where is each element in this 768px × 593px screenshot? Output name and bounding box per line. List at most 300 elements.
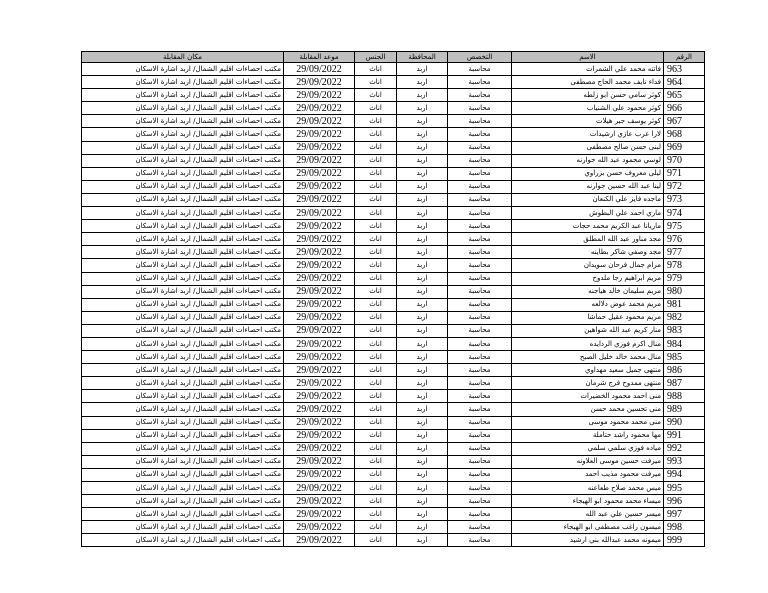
cell-date: 29/09/2022 [284, 364, 355, 377]
cell-specialty: محاسبة [448, 154, 512, 167]
cell-specialty: محاسبة [448, 207, 512, 220]
cell-name: مياده فوزي سلمي سلمي [512, 442, 664, 455]
cell-number: 989 [664, 403, 705, 416]
cell-name: فداء نايف محمد الحاج مصطفى [512, 76, 664, 89]
cell-number: 982 [664, 311, 705, 324]
table-row [82, 102, 705, 115]
cell-governorate: اربد [397, 403, 448, 416]
cell-gender: اناث [355, 521, 397, 534]
cell-governorate: اربد [397, 220, 448, 233]
cell-specialty: محاسبة [448, 521, 512, 534]
cell-specialty: محاسبة [448, 167, 512, 180]
table-row [82, 351, 705, 364]
cell-place: مكتب احصاءات اقليم الشمال/ اربد اشارة الاسكان [82, 311, 284, 324]
cell-gender: اناث [355, 442, 397, 455]
cell-date: 29/09/2022 [284, 534, 355, 547]
cell-place: مكتب احصاءات اقليم الشمال/ اربد اشارة الاسكان [82, 89, 284, 102]
cell-date: 29/09/2022 [284, 324, 355, 337]
cell-place: مكتب احصاءات اقليم الشمال/ اربد اشارة الاسكان [82, 154, 284, 167]
cell-specialty: محاسبة [448, 259, 512, 272]
cell-number: 967 [664, 115, 705, 128]
cell-place: مكتب احصاءات اقليم الشمال/ اربد اشارة الاسكان [82, 390, 284, 403]
table-row [82, 482, 705, 495]
table-row [82, 246, 705, 259]
cell-date: 29/09/2022 [284, 311, 355, 324]
candidates-sheet [81, 51, 704, 547]
cell-specialty: محاسبة [448, 508, 512, 521]
cell-governorate: اربد [397, 193, 448, 206]
cell-name: منال اكرم فوزي الردايده [512, 337, 664, 350]
cell-specialty: محاسبة [448, 180, 512, 193]
cell-number: 994 [664, 468, 705, 481]
cell-specialty: محاسبة [448, 429, 512, 442]
header-date: موعد المقابلة [284, 52, 355, 63]
cell-specialty: محاسبة [448, 377, 512, 390]
cell-specialty: محاسبة [448, 102, 512, 115]
cell-date: 29/09/2022 [284, 207, 355, 220]
cell-gender: اناث [355, 272, 397, 285]
table-row [82, 115, 705, 128]
table-row [82, 403, 705, 416]
cell-name: ليلى معروف حسن بزراوي [512, 167, 664, 180]
cell-specialty: محاسبة [448, 403, 512, 416]
cell-number: 997 [664, 508, 705, 521]
cell-governorate: اربد [397, 298, 448, 311]
cell-name: كوثر محمود علي الشنياب [512, 102, 664, 115]
cell-gender: اناث [355, 180, 397, 193]
cell-date: 29/09/2022 [284, 285, 355, 298]
cell-date: 29/09/2022 [284, 154, 355, 167]
cell-specialty: محاسبة [448, 272, 512, 285]
cell-place: مكتب احصاءات اقليم الشمال/ اربد اشارة الاسكان [82, 534, 284, 547]
cell-place: مكتب احصاءات اقليم الشمال/ اربد اشارة الاسكان [82, 141, 284, 154]
table-row [82, 89, 705, 102]
table-row [82, 220, 705, 233]
cell-date: 29/09/2022 [284, 377, 355, 390]
cell-name: ميس محمد صلاح طعاعنه [512, 482, 664, 495]
cell-name: كوثر يوسف جبر هيلات [512, 115, 664, 128]
table-row [82, 455, 705, 468]
cell-governorate: اربد [397, 495, 448, 508]
table-row [82, 193, 705, 206]
cell-place: مكتب احصاءات اقليم الشمال/ اربد اشارة الاسكان [82, 429, 284, 442]
cell-number: 966 [664, 102, 705, 115]
cell-number: 970 [664, 154, 705, 167]
table-row [82, 377, 705, 390]
cell-name: منى محمد محمود موسى [512, 416, 664, 429]
cell-name: مها محمود راشد حتاملة [512, 429, 664, 442]
cell-gender: اناث [355, 403, 397, 416]
table-row [82, 442, 705, 455]
cell-specialty: محاسبة [448, 482, 512, 495]
cell-governorate: اربد [397, 128, 448, 141]
table-row [82, 508, 705, 521]
cell-place: مكتب احصاءات اقليم الشمال/ اربد اشارة الاسكان [82, 207, 284, 220]
table-row [82, 285, 705, 298]
cell-name: ميرفت حسين موسى العلاونه [512, 455, 664, 468]
cell-date: 29/09/2022 [284, 63, 355, 76]
cell-gender: اناث [355, 495, 397, 508]
cell-number: 988 [664, 390, 705, 403]
cell-place: مكتب احصاءات اقليم الشمال/ اربد اشارة الاسكان [82, 193, 284, 206]
header-number: الرقم [664, 52, 705, 63]
cell-place: مكتب احصاءات اقليم الشمال/ اربد اشارة الاسكان [82, 233, 284, 246]
cell-date: 29/09/2022 [284, 521, 355, 534]
cell-governorate: اربد [397, 167, 448, 180]
cell-place: مكتب احصاءات اقليم الشمال/ اربد اشارة الاسكان [82, 495, 284, 508]
cell-governorate: اربد [397, 390, 448, 403]
cell-name: مريم ابراهيم رجا ملدوح [512, 272, 664, 285]
cell-date: 29/09/2022 [284, 298, 355, 311]
table-row [82, 63, 705, 76]
cell-number: 995 [664, 482, 705, 495]
cell-gender: اناث [355, 102, 397, 115]
cell-gender: اناث [355, 455, 397, 468]
cell-specialty: محاسبة [448, 285, 512, 298]
cell-date: 29/09/2022 [284, 416, 355, 429]
cell-gender: اناث [355, 324, 397, 337]
cell-specialty: محاسبة [448, 468, 512, 481]
cell-specialty: محاسبة [448, 246, 512, 259]
cell-number: 996 [664, 495, 705, 508]
cell-number: 974 [664, 207, 705, 220]
cell-date: 29/09/2022 [284, 482, 355, 495]
cell-specialty: محاسبة [448, 364, 512, 377]
cell-number: 984 [664, 337, 705, 350]
cell-place: مكتب احصاءات اقليم الشمال/ اربد اشارة الاسكان [82, 298, 284, 311]
cell-place: مكتب احصاءات اقليم الشمال/ اربد اشارة الاسكان [82, 285, 284, 298]
cell-specialty: محاسبة [448, 233, 512, 246]
cell-governorate: اربد [397, 180, 448, 193]
table-row [82, 180, 705, 193]
table-row [82, 167, 705, 180]
cell-governorate: اربد [397, 63, 448, 76]
cell-name: منى احمد محمود الخضيرات [512, 390, 664, 403]
header-governorate: المحافظة [397, 52, 448, 63]
cell-gender: اناث [355, 377, 397, 390]
cell-governorate: اربد [397, 285, 448, 298]
cell-gender: اناث [355, 429, 397, 442]
cell-place: مكتب احصاءات اقليم الشمال/ اربد اشارة الاسكان [82, 351, 284, 364]
table-row [82, 76, 705, 89]
cell-date: 29/09/2022 [284, 468, 355, 481]
cell-governorate: اربد [397, 337, 448, 350]
cell-gender: اناث [355, 364, 397, 377]
cell-place: مكتب احصاءات اقليم الشمال/ اربد اشارة الاسكان [82, 377, 284, 390]
cell-specialty: محاسبة [448, 193, 512, 206]
table-row [82, 534, 705, 547]
cell-gender: اناث [355, 351, 397, 364]
cell-date: 29/09/2022 [284, 390, 355, 403]
cell-number: 969 [664, 141, 705, 154]
cell-name: ميمونه محمد عبدالله بني ارشيد [512, 534, 664, 547]
cell-date: 29/09/2022 [284, 220, 355, 233]
cell-specialty: محاسبة [448, 442, 512, 455]
cell-gender: اناث [355, 482, 397, 495]
cell-gender: اناث [355, 508, 397, 521]
table-row [82, 429, 705, 442]
cell-place: مكتب احصاءات اقليم الشمال/ اربد اشارة الاسكان [82, 337, 284, 350]
cell-number: 993 [664, 455, 705, 468]
cell-name: مجد وصفي شاكر بطاينه [512, 246, 664, 259]
cell-gender: اناث [355, 259, 397, 272]
cell-governorate: اربد [397, 76, 448, 89]
cell-place: مكتب احصاءات اقليم الشمال/ اربد اشارة الاسكان [82, 508, 284, 521]
cell-name: مجد مناور عبد الله المطلق [512, 233, 664, 246]
table-row [82, 272, 705, 285]
cell-governorate: اربد [397, 442, 448, 455]
cell-specialty: محاسبة [448, 128, 512, 141]
cell-governorate: اربد [397, 102, 448, 115]
table-row [82, 390, 705, 403]
table-row [82, 364, 705, 377]
cell-number: 987 [664, 377, 705, 390]
cell-governorate: اربد [397, 429, 448, 442]
cell-governorate: اربد [397, 364, 448, 377]
cell-number: 998 [664, 521, 705, 534]
table-body [82, 63, 705, 547]
cell-number: 990 [664, 416, 705, 429]
cell-place: مكتب احصاءات اقليم الشمال/ اربد اشارة الاسكان [82, 482, 284, 495]
table-row [82, 416, 705, 429]
cell-number: 979 [664, 272, 705, 285]
cell-number: 986 [664, 364, 705, 377]
cell-date: 29/09/2022 [284, 193, 355, 206]
cell-place: مكتب احصاءات اقليم الشمال/ اربد اشارة الاسكان [82, 180, 284, 193]
cell-specialty: محاسبة [448, 63, 512, 76]
cell-specialty: محاسبة [448, 416, 512, 429]
table-row [82, 233, 705, 246]
cell-specialty: محاسبة [448, 534, 512, 547]
cell-place: مكتب احصاءات اقليم الشمال/ اربد اشارة الاسكان [82, 324, 284, 337]
cell-date: 29/09/2022 [284, 272, 355, 285]
cell-place: مكتب احصاءات اقليم الشمال/ اربد اشارة الاسكان [82, 167, 284, 180]
table-row [82, 207, 705, 220]
cell-specialty: محاسبة [448, 455, 512, 468]
cell-specialty: محاسبة [448, 141, 512, 154]
cell-governorate: اربد [397, 324, 448, 337]
cell-specialty: محاسبة [448, 351, 512, 364]
cell-name: لينا عبد الله حسين جوارنه [512, 180, 664, 193]
cell-date: 29/09/2022 [284, 403, 355, 416]
cell-place: مكتب احصاءات اقليم الشمال/ اربد اشارة الاسكان [82, 76, 284, 89]
cell-specialty: محاسبة [448, 89, 512, 102]
cell-gender: اناث [355, 534, 397, 547]
cell-date: 29/09/2022 [284, 508, 355, 521]
cell-date: 29/09/2022 [284, 495, 355, 508]
cell-governorate: اربد [397, 416, 448, 429]
cell-gender: اناث [355, 89, 397, 102]
cell-governorate: اربد [397, 455, 448, 468]
cell-name: لارا عرب عازي ارشيدات [512, 128, 664, 141]
cell-specialty: محاسبة [448, 220, 512, 233]
cell-gender: اناث [355, 311, 397, 324]
cell-gender: اناث [355, 128, 397, 141]
header-name: الاسم [512, 52, 664, 63]
cell-governorate: اربد [397, 154, 448, 167]
cell-place: مكتب احصاءات اقليم الشمال/ اربد اشارة الاسكان [82, 468, 284, 481]
cell-number: 999 [664, 534, 705, 547]
cell-place: مكتب احصاءات اقليم الشمال/ اربد اشارة الاسكان [82, 259, 284, 272]
cell-governorate: اربد [397, 259, 448, 272]
cell-name: مريم محمد عوض دلالعه [512, 298, 664, 311]
cell-gender: اناث [355, 115, 397, 128]
cell-place: مكتب احصاءات اقليم الشمال/ اربد اشارة الاسكان [82, 128, 284, 141]
cell-number: 977 [664, 246, 705, 259]
cell-gender: اناث [355, 167, 397, 180]
cell-date: 29/09/2022 [284, 180, 355, 193]
cell-name: ميساء محمد محمود ابو الهيجاء [512, 495, 664, 508]
cell-place: مكتب احصاءات اقليم الشمال/ اربد اشارة الاسكان [82, 442, 284, 455]
cell-place: مكتب احصاءات اقليم الشمال/ اربد اشارة الاسكان [82, 115, 284, 128]
cell-date: 29/09/2022 [284, 233, 355, 246]
cell-governorate: اربد [397, 351, 448, 364]
cell-gender: اناث [355, 390, 397, 403]
cell-number: 972 [664, 180, 705, 193]
table-row [82, 154, 705, 167]
cell-date: 29/09/2022 [284, 128, 355, 141]
header-specialty: التخصص [448, 52, 512, 63]
cell-number: 976 [664, 233, 705, 246]
cell-place: مكتب احصاءات اقليم الشمال/ اربد اشارة الاسكان [82, 272, 284, 285]
header-place: مكان المقابلة [82, 52, 284, 63]
table-row [82, 521, 705, 534]
cell-gender: اناث [355, 207, 397, 220]
table-row [82, 259, 705, 272]
cell-number: 963 [664, 63, 705, 76]
cell-date: 29/09/2022 [284, 246, 355, 259]
cell-date: 29/09/2022 [284, 351, 355, 364]
cell-governorate: اربد [397, 207, 448, 220]
table-row [82, 298, 705, 311]
cell-number: 975 [664, 220, 705, 233]
cell-number: 973 [664, 193, 705, 206]
table-row [82, 141, 705, 154]
cell-place: مكتب احصاءات اقليم الشمال/ اربد اشارة الاسكان [82, 102, 284, 115]
table-row [82, 128, 705, 141]
cell-specialty: محاسبة [448, 76, 512, 89]
cell-name: مريم محمود عقيل حماشا [512, 311, 664, 324]
cell-date: 29/09/2022 [284, 141, 355, 154]
cell-date: 29/09/2022 [284, 76, 355, 89]
cell-number: 991 [664, 429, 705, 442]
cell-place: مكتب احصاءات اقليم الشمال/ اربد اشارة الاسكان [82, 403, 284, 416]
cell-name: ميسر حسين علي عبد الله [512, 508, 664, 521]
cell-governorate: اربد [397, 233, 448, 246]
cell-number: 965 [664, 89, 705, 102]
cell-name: مريم سليمان خالد هياجنه [512, 285, 664, 298]
cell-date: 29/09/2022 [284, 167, 355, 180]
table-row [82, 324, 705, 337]
cell-name: مرام جمال فرحان سويدان [512, 259, 664, 272]
cell-specialty: محاسبة [448, 390, 512, 403]
cell-name: منى تحسين محمد حسن [512, 403, 664, 416]
cell-date: 29/09/2022 [284, 337, 355, 350]
cell-name: منتهى ممدوح فرج شرمان [512, 377, 664, 390]
table-row [82, 468, 705, 481]
cell-number: 985 [664, 351, 705, 364]
cell-name: ميسون راغب مصطفى ابو الهيجاء [512, 521, 664, 534]
cell-name: منتهى جميل سعيد مهداوي [512, 364, 664, 377]
cell-governorate: اربد [397, 115, 448, 128]
cell-name: لوسي محمود عبد الله جوارنه [512, 154, 664, 167]
cell-governorate: اربد [397, 521, 448, 534]
cell-name: كوثر سامي حسن ابو زلطه [512, 89, 664, 102]
cell-number: 971 [664, 167, 705, 180]
cell-gender: اناث [355, 298, 397, 311]
cell-gender: اناث [355, 141, 397, 154]
table-row [82, 495, 705, 508]
cell-place: مكتب احصاءات اقليم الشمال/ اربد اشارة الاسكان [82, 246, 284, 259]
cell-specialty: محاسبة [448, 311, 512, 324]
cell-name: لبنى حسن صالح مصطفى [512, 141, 664, 154]
cell-date: 29/09/2022 [284, 115, 355, 128]
cell-specialty: محاسبة [448, 337, 512, 350]
cell-place: مكتب احصاءات اقليم الشمال/ اربد اشارة الاسكان [82, 416, 284, 429]
cell-gender: اناث [355, 63, 397, 76]
cell-gender: اناث [355, 337, 397, 350]
cell-governorate: اربد [397, 377, 448, 390]
cell-number: 983 [664, 324, 705, 337]
cell-specialty: محاسبة [448, 324, 512, 337]
cell-name: فاتنه محمد علي الشمرات [512, 63, 664, 76]
cell-gender: اناث [355, 76, 397, 89]
cell-gender: اناث [355, 416, 397, 429]
cell-number: 968 [664, 128, 705, 141]
cell-date: 29/09/2022 [284, 442, 355, 455]
cell-gender: اناث [355, 220, 397, 233]
cell-name: منار كريم عبد الله شواهين [512, 324, 664, 337]
cell-gender: اناث [355, 468, 397, 481]
cell-governorate: اربد [397, 141, 448, 154]
cell-number: 964 [664, 76, 705, 89]
cell-place: مكتب احصاءات اقليم الشمال/ اربد اشارة الاسكان [82, 364, 284, 377]
interview-schedule-table [81, 51, 705, 547]
cell-place: مكتب احصاءات اقليم الشمال/ اربد اشارة الاسكان [82, 521, 284, 534]
cell-name: ماجده فايز علي الكنعان [512, 193, 664, 206]
cell-governorate: اربد [397, 272, 448, 285]
header-gender: الجنس [355, 52, 397, 63]
cell-governorate: اربد [397, 468, 448, 481]
cell-governorate: اربد [397, 534, 448, 547]
cell-gender: اناث [355, 246, 397, 259]
cell-name: ماري احمد علي البطوش [512, 207, 664, 220]
cell-place: مكتب احصاءات اقليم الشمال/ اربد اشارة الاسكان [82, 455, 284, 468]
cell-date: 29/09/2022 [284, 455, 355, 468]
table-row [82, 311, 705, 324]
cell-name: ماريانا عبد الكريم محمد حجات [512, 220, 664, 233]
cell-number: 981 [664, 298, 705, 311]
cell-specialty: محاسبة [448, 115, 512, 128]
cell-governorate: اربد [397, 508, 448, 521]
cell-date: 29/09/2022 [284, 89, 355, 102]
cell-specialty: محاسبة [448, 495, 512, 508]
cell-name: منال محمد خالد خليل الصبح [512, 351, 664, 364]
cell-name: ميرفت محمود مذيب احمد [512, 468, 664, 481]
cell-gender: اناث [355, 285, 397, 298]
cell-place: مكتب احصاءات اقليم الشمال/ اربد اشارة الاسكان [82, 63, 284, 76]
cell-number: 980 [664, 285, 705, 298]
cell-place: مكتب احصاءات اقليم الشمال/ اربد اشارة الاسكان [82, 220, 284, 233]
cell-number: 978 [664, 259, 705, 272]
cell-gender: اناث [355, 233, 397, 246]
cell-date: 29/09/2022 [284, 259, 355, 272]
cell-gender: اناث [355, 193, 397, 206]
cell-date: 29/09/2022 [284, 429, 355, 442]
table-row [82, 337, 705, 350]
table-header-row [82, 52, 705, 63]
cell-specialty: محاسبة [448, 298, 512, 311]
